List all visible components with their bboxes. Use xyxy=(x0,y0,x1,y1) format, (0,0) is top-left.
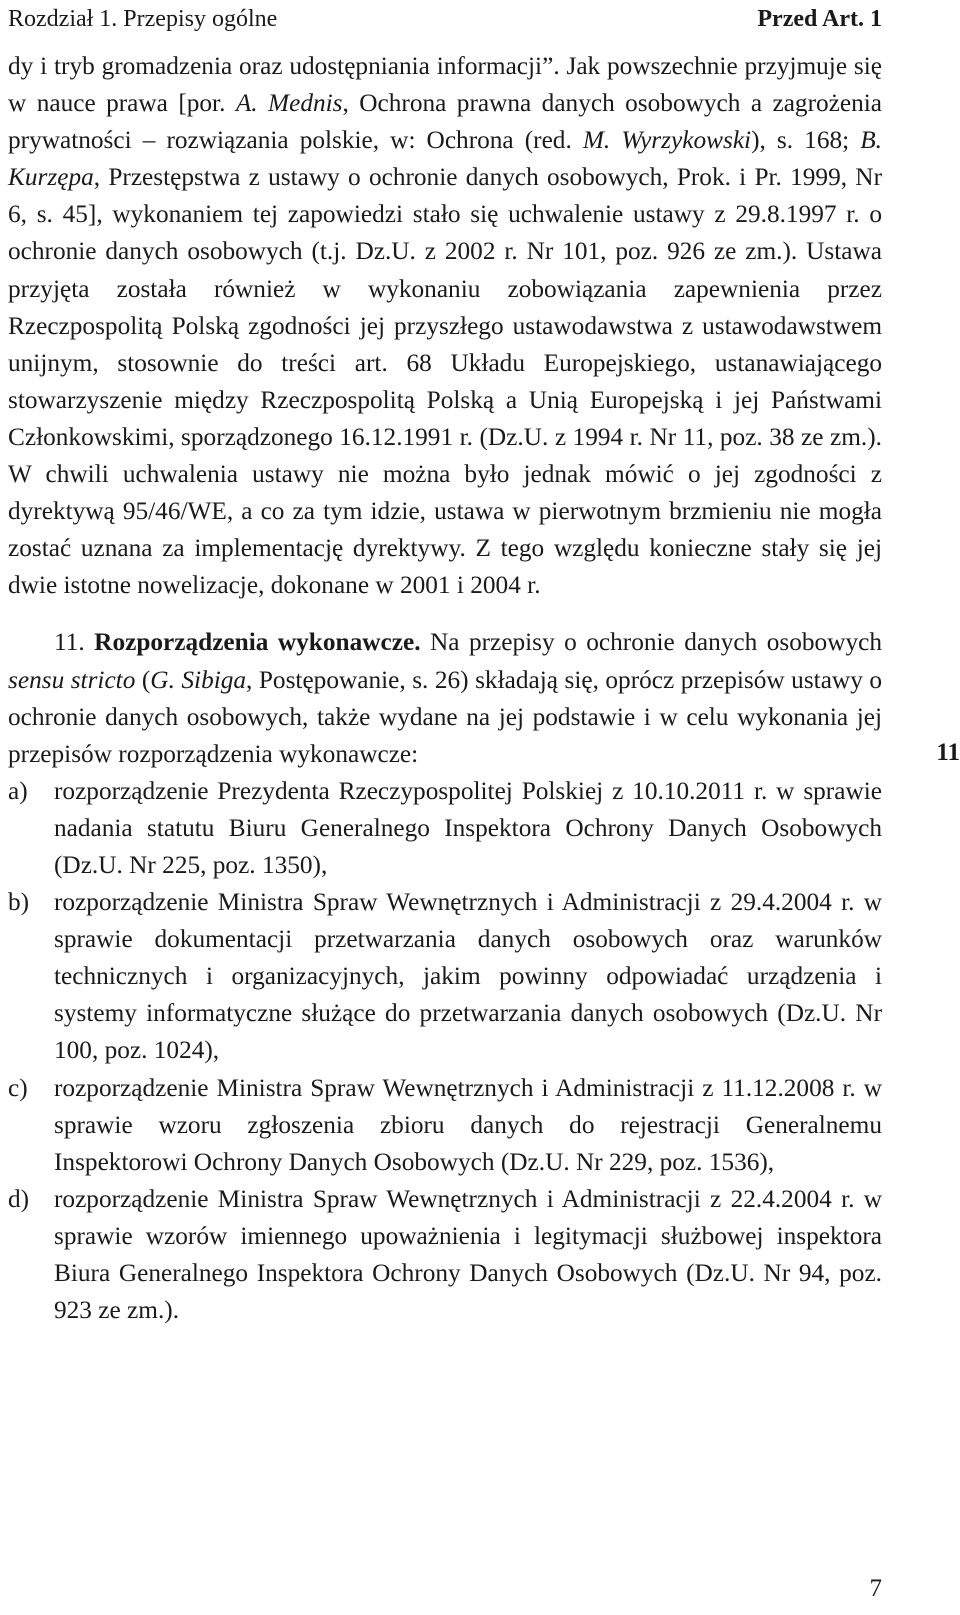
author-name: A. Mednis xyxy=(235,89,343,118)
paragraph-11: 11. Rozporządzenia wykonawcze. Na przepisy o ochronie danych osobowych sensu stricto (G. Sibiga, Postępowanie, s. 26) składają się, oprócz przepisów ustawy o ochronie danych osobowych, także wydane na jej podstawie i w celu wykonania jej przepisów rozporządzenia wykonawcze: xyxy=(8,628,882,768)
author-name: M. Wyrzykowski xyxy=(582,126,752,155)
list-item xyxy=(8,1181,882,1329)
margin-number: 11 xyxy=(936,739,960,766)
paragraph-heading: Rozporządzenia wykonawcze. xyxy=(94,628,421,657)
page-number: 7 xyxy=(869,1575,882,1602)
list-item-text: rozporządzenie Ministra Spraw Wewnętrznych i Administracji z 11.12.2008 r. w sprawie wzoru zgłoszenia zbioru danych do rejestracji Generalnemu Inspektorowi Ochrony Danych Osobowych (Dz.U. Nr 229, poz. 1536), xyxy=(54,1073,882,1176)
list-marker: a) xyxy=(8,776,28,805)
list-item xyxy=(8,884,882,1069)
paragraph-spacer xyxy=(8,604,882,624)
page-body xyxy=(8,48,882,1329)
list-item-text: rozporządzenie Ministra Spraw Wewnętrznych i Administracji z 22.4.2004 r. w sprawie wzorów imiennego upoważnienia i legitymacji służbowej inspektora Biura Generalnego Inspektora Ochrony Danych Osobowych (Dz.U. Nr 94, poz. 923 ze zm.). xyxy=(54,1184,882,1325)
list-marker: d) xyxy=(8,1184,30,1213)
list-item xyxy=(8,773,882,884)
list-item xyxy=(8,1070,882,1181)
chapter-title: Rozdział 1. Przepisy ogólne xyxy=(8,6,278,32)
section-marker: Przed Art. 1 xyxy=(757,6,882,32)
list-marker: c) xyxy=(8,1073,28,1102)
author-name: G. Sibiga xyxy=(150,665,247,694)
running-header xyxy=(8,4,882,34)
regulations-list xyxy=(8,773,882,1329)
list-item-text: rozporządzenie Prezydenta Rzeczypospolitej Polskiej z 10.10.2011 r. w sprawie nadania statutu Biuru Generalnego Inspektora Ochrony Danych Osobowych (Dz.U. Nr 225, poz. 1350), xyxy=(54,776,882,879)
author-name: B. Kurzępa xyxy=(8,126,882,192)
list-marker: b) xyxy=(8,888,30,917)
paragraph-number: 11. xyxy=(54,628,85,657)
latin-term: sensu stricto xyxy=(8,665,136,694)
paragraph-continuation: dy i tryb gromadzenia oraz udostępniania informacji”. Jak powszechnie przyjmuje się w nauce prawa [por. A. Mednis, Ochrona prawna danych osobowych a zagrożenia prywatności – rozwiązania polskie, w: Ochrona (red. M. Wyrzykowski), s. 168; B. Kurzępa, Przestępstwa z ustawy o ochronie danych osobowych, Prok. i Pr. 1999, Nr 6, s. 45], wykonaniem tej zapowiedzi stało się uchwalenie ustawy z 29.8.1997 r. o ochronie danych osobowych (t.j. Dz.U. z 2002 r. Nr 101, poz. 926 ze zm.). Ustawa przyjęta została również w wykonaniu zobowiązania zapewnienia przez Rzeczpospolitą Polską zgodności jej przyszłego ustawodawstwa z ustawodawstwem unijnym, stosownie do treści art. 68 Układu Europejskiego, ustanawiającego stowarzyszenie między Rzeczpospolitą Polską a Unią Europejską i jej Państwami Członkowskimi, sporządzonego 16.12.1991 r. (Dz.U. z 1994 r. Nr 11, poz. 38 ze zm.). W chwili uchwalenia ustawy nie można było jednak mówić o jej zgodności z dyrektywą 95/46/WE, a co za tym idzie, ustawa w pierwotnym brzmieniu nie mogła zostać uznana za implementację dyrektywy. Z tego względu konieczne stały się jej dwie istotne nowelizacje, dokonane w 2001 i 2004 r. xyxy=(8,52,883,600)
list-item-text: rozporządzenie Ministra Spraw Wewnętrznych i Administracji z 29.4.2004 r. w sprawie dokumentacji przetwarzania danych osobowych oraz warunków technicznych i organizacyjnych, jakim powinny odpowiadać urządzenia i systemy informatyczne służące do przetwarzania danych osobowych (Dz.U. Nr 100, poz. 1024), xyxy=(54,888,882,1065)
